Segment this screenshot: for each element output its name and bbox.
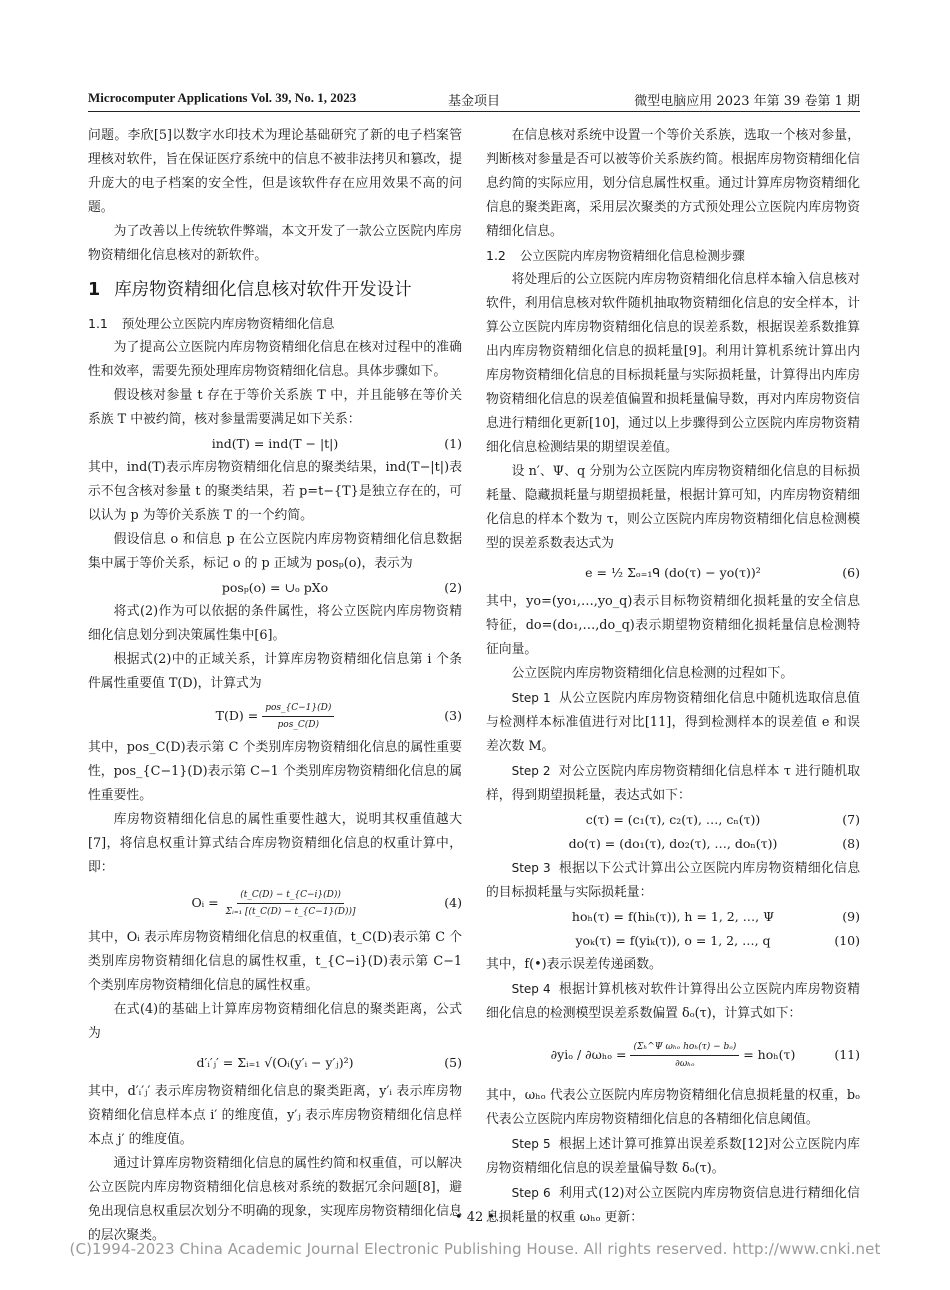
equation-5 [88,1046,462,1080]
equation-number: (9) [842,909,860,924]
equation-number: (11) [834,1047,860,1062]
paragraph: 其中，d′ᵢ′ⱼ′ 表示库房物资精细化信息的聚类距离，y′ᵢ 表示库房物资精细化信息样本点 i′ 的维度值，y′ⱼ 表示库房物资精细化信息样本点 j′ 的维度值。 [88,1084,462,1147]
subsection-number: 1.1 [88,316,108,331]
step-paragraph [486,759,860,808]
right-column [486,124,860,1230]
equation-number: (4) [444,895,462,910]
equation-body: e = ½ Σₒ₌₁ᑫ (do(τ) − yo(τ))² [585,565,761,580]
equation-2 [88,576,462,600]
section-title: 库房物资精细化信息核对软件开发设计 [114,280,412,300]
paragraph: 通过计算库房物资精细化信息的属性约简和权重值，可以解决公立医院内库房物资精细化信息核对系统的数据冗余问题[8]，避免出现信息权重层次划分不明确的现象，实现库房物资精细化信息的层次聚类。 [88,1156,462,1243]
paragraph: 为了提高公立医院内库房物资精细化信息在核对过程中的准确性和效率，需要先预处理库房物资精细化信息。具体步骤如下。 [88,340,462,379]
equation-lhs: ∂yiₒ / ∂ωₕₒ = [550,1047,627,1062]
equation-lhs: T(D) = [215,708,259,723]
paragraph: 在式(4)的基础上计算库房物资精细化信息的聚类距离，公式为 [88,1002,462,1041]
equation-rhs: = hoₕ(τ) [743,1047,796,1062]
fraction-numerator: (t_C(D) − t_{C−i}(D)) [237,887,344,904]
equation-body: c(τ) = (c₁(τ), c₂(τ), …, cₙ(τ)) [585,812,761,827]
equation-11 [486,1026,860,1084]
step-text: 根据计算机核对软件计算得出公立医院内库房物资精细化信息的检测模型误差系数偏置 δₒ(τ)，计算式如下： [486,982,860,1021]
equation-lhs: Oᵢ = [191,895,219,910]
equation-4 [88,880,462,926]
subsection-heading [88,312,462,336]
equation-fraction [630,1039,739,1072]
paragraph: 将式(2)作为可以依据的条件属性，将公立医院内库房物资精细化信息划分到决策属性集中[6]。 [88,604,462,643]
fraction-denominator: ∂ωₕₒ [675,1058,695,1069]
equation-body: yoₖ(τ) = f(yiₖ(τ)), o = 1, 2, …, q [575,933,771,948]
paragraph: 公立医院内库房物资精细化信息检测的过程如下。 [511,666,794,681]
paragraph: 在信息核对系统中设置一个等价关系族，选取一个核对参量，判断核对参量是否可以被等价关系族约简。根据库房物资精细化信息约简的实际应用，划分信息属性权重。通过计算库房物资精细化信息的聚类距离，采用层次聚类的方式预处理公立医院内库房物资精细化信息。 [486,128,860,239]
equation-7 [486,808,860,832]
equation-6 [486,556,860,590]
equation-9 [486,905,860,929]
fraction-numerator: (Σₕ^Ψ ωₕₒ hoₕ(τ) − bₒ) [630,1039,739,1056]
running-header [88,90,860,112]
equation-body: hoₕ(τ) = f(hiₕ(τ)), h = 1, 2, …, Ψ [571,909,775,924]
step-label: Step 3 [511,861,551,875]
paragraph: 其中，yo=(yo₁,…,yo_q)表示目标物资精细化损耗量的安全信息特征，do=(do₁,…,do_q)表示期望物资精细化损耗量信息检测特征向量。 [486,594,860,657]
equation-number: (6) [842,565,860,580]
section-number: 1 [88,280,101,300]
paragraph: 其中，Oᵢ 表示库房物资精细化信息的权重值，t_C(D)表示第 C 个类别库房物资精细化信息的属性权重，t_{C−i}(D)表示第 C−1 个类别库房物资精细化信息的属性权重。 [88,930,462,993]
page-number: • 42 • [454,1210,496,1225]
paragraph: 其中，f(•)表示误差传递函数。 [486,957,662,972]
step-label: Step 5 [511,1137,551,1151]
paragraph: 设 n′、Ψ、q 分别为公立医院内库房物资精细化信息的目标损耗量、隐藏损耗量与期望损耗量，根据计算可知，内库房物资精细化信息的样本个数为 τ，则公立医院内库房物资精细化信息检测模型的误差系数表达式为 [486,464,860,551]
section-heading [88,268,462,312]
fraction-numerator: pos_{C−1}(D) [262,700,334,717]
equation-number: (7) [842,812,860,827]
equation-fraction [223,887,359,920]
subsection-heading [486,244,860,268]
step-label: Step 4 [511,982,551,996]
step-label: Step 6 [511,1186,551,1200]
paragraph: 假设核对参量 t 存在于等价关系族 T 中，并且能够在等价关系族 T 中被约简，核对参量需要满足如下关系： [88,388,462,427]
section-label: 基金项目 [447,94,500,109]
step-label: Step 2 [511,764,551,778]
fraction-denominator: Σᵢ₌₁ [(t_C(D) − t_{C−1}(D))] [225,906,356,917]
step-text: 从公立医院内库房物资精细化信息中随机选取信息值与检测样本标准值进行对比[11]，得到检测样本的误差值 e 和误差次数 M。 [486,691,860,754]
step-paragraph [486,686,860,759]
equation-8 [486,832,860,856]
copyright-watermark: (C)1994-2023 China Academic Journal Electronic Publishing House. All rights reserved. http://www.cnki.net [69,1240,881,1258]
equation-number: (1) [444,436,462,451]
paragraph: 其中，pos_C(D)表示第 C 个类别库房物资精细化信息的属性重要性，pos_{C−1}(D)表示第 C−1 个类别库房物资精细化信息的属性重要性。 [88,740,462,803]
paragraph: 库房物资精细化信息的属性重要性越大，说明其权重值越大[7]，将信息权重计算式结合库房物资精细化信息的权重计算中，即： [88,812,462,875]
equation-body: posₚ(o) = ∪ₒ pXo [221,580,329,595]
equation-fraction [262,700,334,733]
equation-number: (8) [842,836,860,851]
equation-number: (5) [444,1055,462,1070]
step-text: 根据以下公式计算出公立医院内库房物资精细化信息的目标损耗量与实际损耗量： [486,861,860,900]
equation-body: d′ᵢ′ⱼ′ = Σᵢ₌₁ √(Oᵢ(y′ᵢ − y′ⱼ)²) [196,1055,354,1070]
paragraph: 问题。李欣[5]以数字水印技术为理论基础研究了新的电子档案管理核对软件，旨在保证医疗系统中的信息不被非法拷贝和篡改，提升庞大的电子档案的安全性，但是该软件存在应用效果不高的问题。 [88,128,462,215]
subsection-title: 公立医院内库房物资精细化信息检测步骤 [519,248,745,263]
paragraph: 为了改善以上传统软件弊端，本文开发了一款公立医院内库房物资精细化信息核对的新软件。 [88,224,462,263]
equation-10 [486,929,860,953]
equation-body: do(τ) = (do₁(τ), do₂(τ), …, doₙ(τ)) [568,836,778,851]
step-text: 对公立医院内库房物资精细化信息样本 τ 进行随机取样，得到期望损耗量，表达式如下： [486,764,860,803]
equation-1 [88,432,462,456]
journal-name-en: Microcomputer Applications Vol. 39, No. 1, 2023 [88,90,357,105]
equation-number: (3) [444,708,462,723]
equation-3 [88,696,462,736]
step-text: 根据上述计算可推算出误差系数[12]对公立医院内库房物资精细化信息的误差量偏导数 δₒ(τ)。 [486,1137,860,1176]
journal-name-cn: 微型电脑应用 2023 年第 39 卷第 1 期 [634,94,860,109]
fraction-denominator: pos_C(D) [277,719,319,730]
step-text: 利用式(12)对公立医院内库房物资信息进行精细化信息损耗量的权重 ωₕₒ 更新： [486,1186,860,1225]
step-paragraph [486,977,860,1026]
subsection-title: 预处理公立医院内库房物资精细化信息 [121,316,335,331]
step-label: Step 1 [511,691,551,705]
paragraph: 其中，ωₕₒ 代表公立医院内库房物资精细化信息损耗量的权重，bₒ 代表公立医院内库房物资精细化信息的各精细化信息阈值。 [486,1088,860,1127]
equation-body: ind(T) = ind(T − |t|) [211,436,339,451]
subsection-number: 1.2 [486,248,506,263]
equation-number: (10) [834,933,860,948]
paragraph: 根据式(2)中的正域关系，计算库房物资精细化信息第 i 个条件属性重要值 T(D)，计算式为 [88,652,462,691]
paragraph: 假设信息 o 和信息 p 在公立医院内库房物资精细化信息数据集中属于等价关系，标记 o 的 p 正域为 posₚ(o)，表示为 [88,532,462,571]
paragraph: 其中，ind(T)表示库房物资精细化信息的聚类结果，ind(T−|t|)表示不包含核对参量 t 的聚类结果，若 p=t−{T}是独立存在的，可以认为 p 为等价关系族 T 的一个约简。 [88,460,462,523]
left-column [88,124,462,1248]
paragraph: 将处理后的公立医院内库房物资精细化信息样本输入信息核对软件，利用信息核对软件随机抽取物资精细化信息的安全样本，计算公立医院内库房物资精细化信息的误差系数，根据误差系数推算出内库房物资精细化信息的损耗量[9]。利用计算机系统计算出内库房物资精细化信息的目标损耗量与实际损耗量，计算得出内库房物资精细化信息的误差值偏置和损耗量偏导数，再对内库房物资信息进行精细化更新[10]，通过以上步骤得到公立医院内库房物资精细化信息检测结果的期望误差值。 [486,272,860,455]
step-paragraph [486,1132,860,1181]
equation-number: (2) [444,580,462,595]
header-rule [88,111,860,112]
step-paragraph [486,856,860,905]
